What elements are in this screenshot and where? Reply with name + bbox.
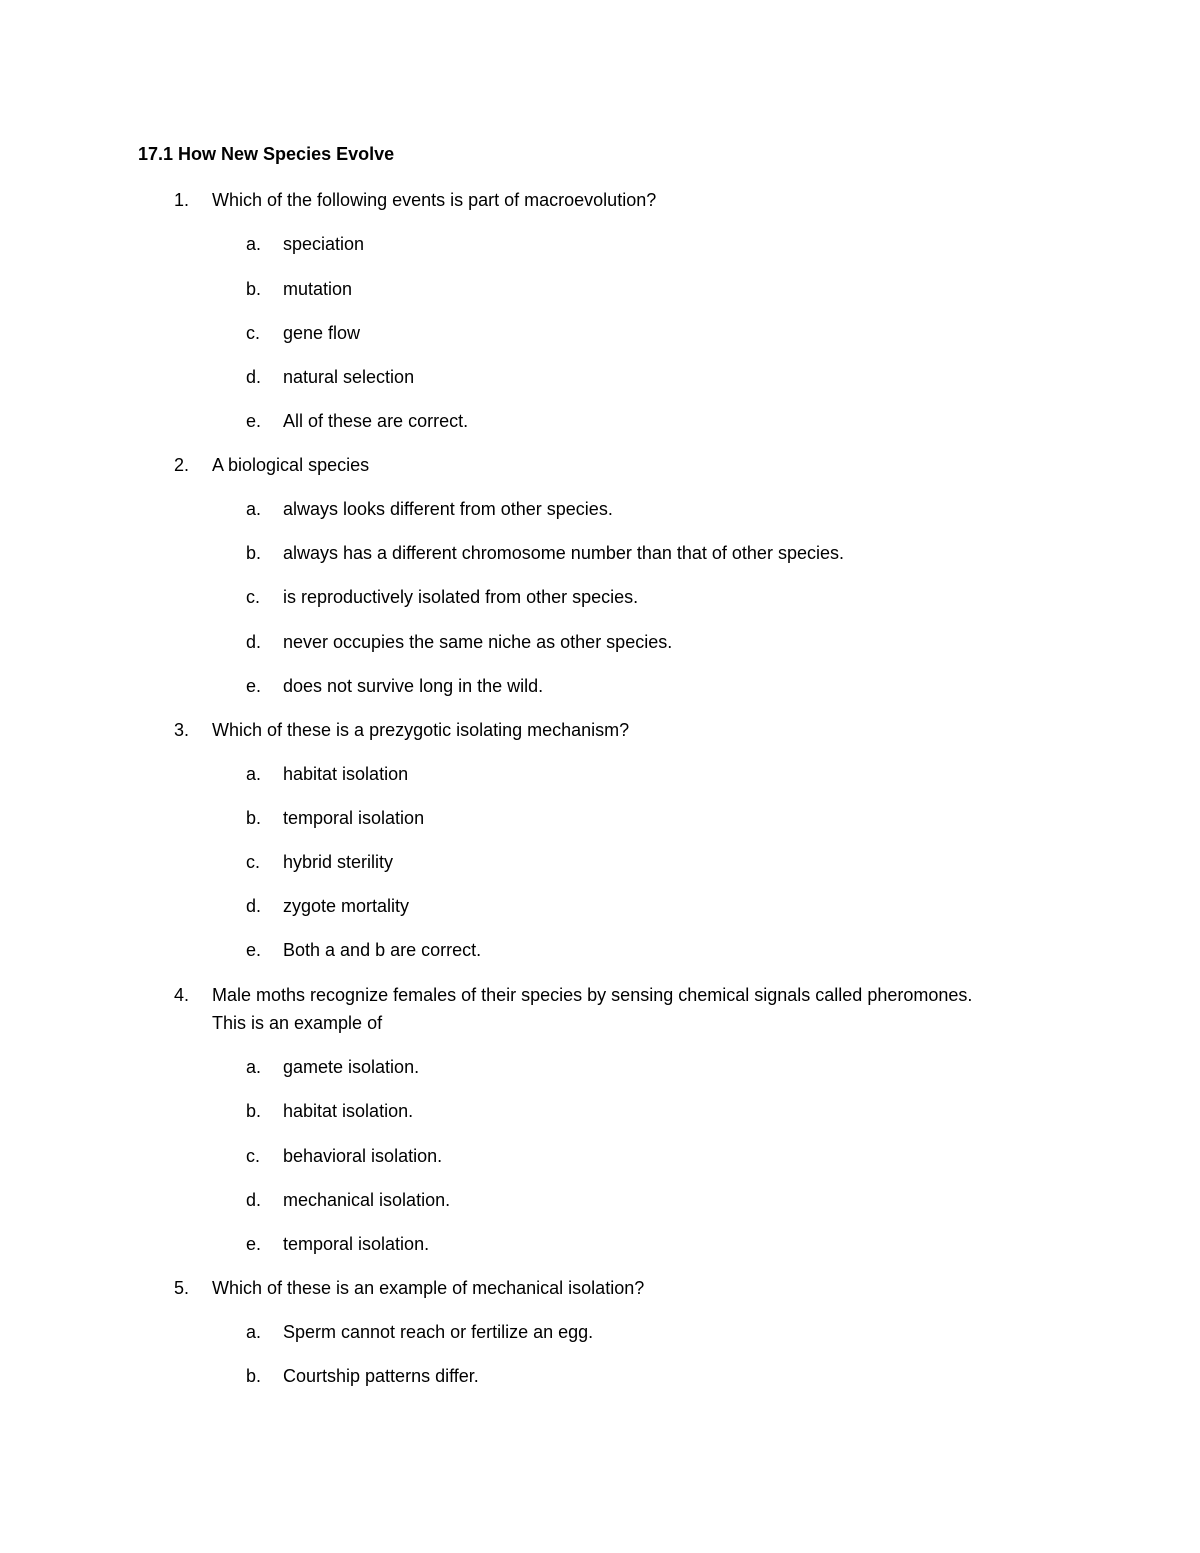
option-text: habitat isolation. (283, 1101, 414, 1121)
option-text: gene flow (283, 323, 361, 343)
option-letter: b. (246, 1366, 262, 1386)
option-letter: d. (246, 1190, 262, 1210)
option-text: is reproductively isolated from other species. (283, 587, 639, 607)
option-letter: d. (246, 367, 262, 387)
option-text: temporal isolation. (283, 1234, 430, 1254)
question-number: 3. (174, 720, 190, 740)
option-letter: b. (246, 279, 262, 299)
question-text: Which of these is a prezygotic isolating mechanism? (212, 720, 630, 740)
option-text: All of these are correct. (283, 411, 469, 431)
option-letter: a. (246, 1322, 262, 1342)
question-number: 4. (174, 985, 190, 1005)
question-text-line-2: This is an example of (212, 1013, 383, 1033)
question-text: Which of the following events is part of macroevolution? (212, 190, 657, 210)
option-text: mutation (283, 279, 353, 299)
option-text: Sperm cannot reach or fertilize an egg. (283, 1322, 594, 1342)
option-letter: a. (246, 234, 262, 254)
option-letter: b. (246, 808, 262, 828)
option-text: temporal isolation (283, 808, 425, 828)
option-letter: e. (246, 676, 262, 696)
option-letter: e. (246, 411, 262, 431)
option-letter: c. (246, 587, 261, 607)
document-title: 17.1 How New Species Evolve (138, 144, 395, 164)
option-text: never occupies the same niche as other species. (283, 632, 673, 652)
option-letter: a. (246, 1057, 262, 1077)
option-text: natural selection (283, 367, 415, 387)
option-letter: a. (246, 764, 262, 784)
option-letter: b. (246, 543, 262, 563)
option-letter: c. (246, 1146, 261, 1166)
question-number: 1. (174, 190, 190, 210)
question-text: Which of these is an example of mechanical isolation? (212, 1278, 645, 1298)
option-text: habitat isolation (283, 764, 409, 784)
option-letter: e. (246, 1234, 262, 1254)
option-text: mechanical isolation. (283, 1190, 451, 1210)
option-letter: e. (246, 940, 262, 960)
option-letter: b. (246, 1101, 262, 1121)
question-number: 5. (174, 1278, 190, 1298)
question-text: Male moths recognize females of their species by sensing chemical signals called pheromones. (212, 985, 973, 1005)
option-text: does not survive long in the wild. (283, 676, 544, 696)
option-letter: d. (246, 896, 262, 916)
option-text: Courtship patterns differ. (283, 1366, 479, 1386)
option-text: hybrid sterility (283, 852, 394, 872)
option-text: Both a and b are correct. (283, 940, 482, 960)
option-text: gamete isolation. (283, 1057, 420, 1077)
option-text: speciation (283, 234, 365, 254)
option-letter: d. (246, 632, 262, 652)
option-text: behavioral isolation. (283, 1146, 443, 1166)
option-letter: c. (246, 323, 261, 343)
option-letter: a. (246, 499, 262, 519)
option-text: always looks different from other species. (283, 499, 613, 519)
option-text: zygote mortality (283, 896, 410, 916)
option-letter: c. (246, 852, 261, 872)
question-text: A biological species (212, 455, 370, 475)
option-text: always has a different chromosome number than that of other species. (283, 543, 844, 563)
question-number: 2. (174, 455, 190, 475)
